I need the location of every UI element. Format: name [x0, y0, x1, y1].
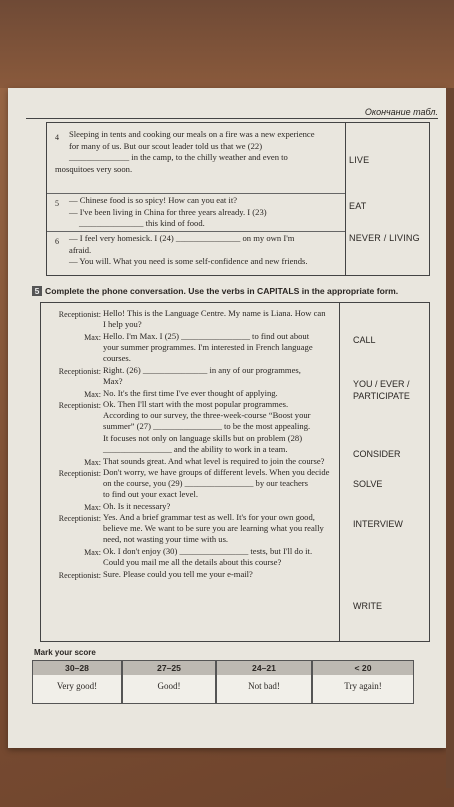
task-number: 5	[32, 286, 42, 296]
text-line: Hello! This is the Language Centre. My name is Liana. How can	[103, 308, 326, 318]
speaker-label: Max:	[84, 548, 101, 557]
dialogue-line	[103, 331, 337, 365]
text-line: Could you mail me all the details about this course?	[103, 557, 282, 568]
item-number: 6	[55, 237, 59, 246]
text-line: courses.	[103, 353, 131, 364]
text-line: mosquitoes very soon.	[55, 163, 133, 174]
page-header: Окончание табл.	[364, 107, 438, 117]
dialogue-line	[103, 569, 337, 580]
verb-hint: NEVER / LIVING	[349, 233, 420, 243]
dialogue-line	[103, 399, 337, 455]
dialogue-line	[103, 501, 337, 512]
page-shadow	[446, 88, 454, 788]
text-line: Max?	[103, 376, 123, 387]
text-line: — I feel very homesick. I (24) _______________ on my own I'm	[69, 233, 295, 243]
text-line: need, not wasting your time with us.	[103, 534, 229, 545]
item-number: 4	[55, 133, 59, 142]
text-line: your summer programmes. I'm interested in French language	[103, 342, 313, 353]
row-divider	[47, 231, 345, 232]
text-line: afraid.	[69, 244, 92, 255]
text-line: on the course, you (29) ________________ by our teachers	[103, 478, 309, 489]
speaker-label: Max:	[84, 503, 101, 512]
text-line: _______________ this kind of food.	[79, 218, 205, 229]
dialogue-line	[103, 388, 337, 399]
speaker-label: Receptionist:	[58, 401, 101, 410]
text-line: Sure. Please could you tell me your e-mail?	[103, 569, 253, 579]
verb-hint: CONSIDER	[353, 449, 401, 459]
text-line: Ok. I don't enjoy (30) ________________ tests, but I'll do it.	[103, 546, 313, 556]
desk-top-area	[0, 0, 454, 88]
dialogue-line	[103, 365, 337, 387]
text-line: ______________ in the camp, to the chilly weather and even to	[69, 152, 288, 163]
score-band	[32, 660, 122, 704]
speaker-label: Receptionist:	[58, 310, 101, 319]
score-range: 30–28	[33, 661, 121, 675]
dialogue-line	[103, 308, 337, 330]
verb-hint: EAT	[349, 201, 367, 211]
score-title: Mark your score	[34, 648, 96, 657]
task-instruction: Complete the phone conversation. Use the verbs in CAPITALS in the appropriate form.	[45, 286, 399, 296]
text-line: ________________ and the ability to work in a team.	[103, 443, 288, 454]
header-rule	[26, 118, 438, 119]
verb-hint: YOU / EVER /	[353, 379, 410, 389]
verb-hint: LIVE	[349, 155, 370, 165]
text-line: No. It's the first time I've ever thought of applying.	[103, 388, 278, 398]
conversation-table	[40, 302, 430, 642]
text-line: summer” (27) ________________ to be the most appealing.	[103, 421, 311, 432]
text-line: to find out your exact level.	[103, 489, 198, 500]
dialogue-line	[103, 512, 337, 546]
speaker-label: Receptionist:	[58, 469, 101, 478]
score-band	[122, 660, 216, 704]
item-number: 5	[55, 199, 59, 208]
speaker-label: Max:	[84, 458, 101, 467]
row-divider	[47, 193, 345, 194]
dialogue-line	[103, 467, 337, 501]
verb-hint: PARTICIPATE	[353, 391, 410, 401]
item-text	[55, 129, 341, 175]
score-band	[216, 660, 312, 704]
speaker-label: Max:	[84, 333, 101, 342]
text-line: — I've been living in China for three years already. I (23)	[69, 206, 267, 217]
speaker-label: Receptionist:	[58, 367, 101, 376]
item-text	[69, 195, 341, 230]
text-line: That sounds great. And what level is required to join the course?	[103, 456, 325, 466]
verb-hint: CALL	[353, 335, 376, 345]
text-line: Hello. I'm Max. I (25) ________________ to find out about	[103, 331, 310, 341]
text-line: Ok. Then I'll start with the most popular programmes.	[103, 399, 289, 409]
verb-hint: WRITE	[353, 601, 382, 611]
score-label: Very good!	[56, 681, 98, 691]
verb-hint: SOLVE	[353, 479, 383, 489]
text-line: Right. (26) _______________ in any of our programmes,	[103, 365, 301, 375]
text-line: Sleeping in tents and cooking our meals on a fire was a new experience	[69, 129, 315, 139]
text-line: for many of us. But our scout leader told us that we (22)	[69, 140, 263, 151]
text-line: — You will. What you need is some self-confidence and new friends.	[69, 256, 308, 267]
score-label: Not bad!	[248, 681, 280, 691]
column-divider	[345, 123, 346, 275]
speaker-label: Receptionist:	[58, 514, 101, 523]
exercise-table-continued	[46, 122, 430, 276]
score-label: Try again!	[344, 681, 382, 691]
score-band	[312, 660, 414, 704]
text-line: — Chinese food is so spicy! How can you eat it?	[69, 195, 238, 205]
text-line: Don't worry, we have groups of different levels. When you decide	[103, 467, 330, 477]
score-range: < 20	[313, 661, 413, 675]
score-range: 24–21	[217, 661, 311, 675]
score-label: Good!	[157, 681, 181, 691]
text-line: It focuses not only on language skills but on problem (28)	[103, 432, 303, 443]
speaker-label: Receptionist:	[58, 571, 101, 580]
dialogue-line	[103, 456, 337, 467]
text-line: I help you?	[103, 319, 142, 330]
text-line: Oh. Is it necessary?	[103, 501, 171, 511]
text-line: Yes. And a brief grammar test as well. It's for your own good,	[103, 512, 315, 522]
task-heading	[32, 286, 442, 296]
score-range: 27–25	[123, 661, 215, 675]
verb-hint: INTERVIEW	[353, 519, 403, 529]
dialogue-line	[103, 546, 337, 568]
column-divider	[339, 303, 340, 641]
text-line: believe me. We want to be sure you are learning what you really	[103, 523, 324, 534]
text-line: According to our survey, the three-week-course “Boost your	[103, 410, 311, 421]
item-text	[69, 233, 341, 268]
speaker-label: Max:	[84, 390, 101, 399]
